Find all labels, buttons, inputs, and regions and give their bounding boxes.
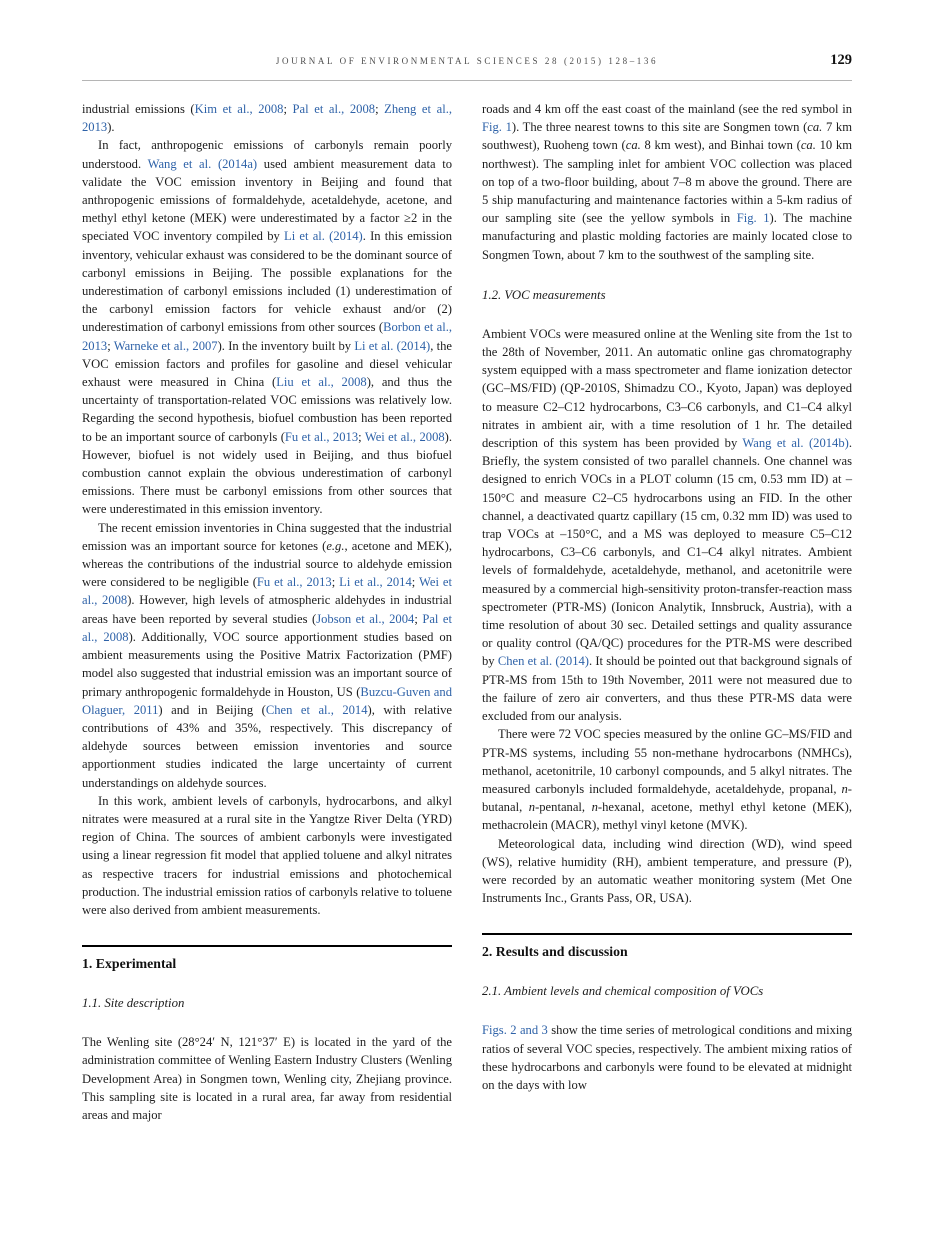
paragraph [482, 325, 852, 725]
italic-text: n [841, 781, 848, 796]
text-run: . Briefly, the system consisted of two parallel channels. One channel was designed to enrich VOCs in a PLOT column (15 cm, 0.53 mm ID) at –150°C and measure C2–C5 hydrocarbons using an FID. In the other channel, a deactivated quartz capillary (15 cm, 0.32 mm ID) was used to trap VOCs at –150°C, and a MS was deployed to measure C5–C12 hydrocarbons, C3–C6 carbonyls, and C1–C4 alkyl nitrates. Ambient levels of formaldehyde, acetaldehyde, methanol, and acetonitrile were measured by a commercial high-sensitivity proton-transfer-reaction mass spectrometer (PTR-MS) (Ionicon Analytik, Innsbruck, Austria), with a time resolution of about 30 sec. Detailed settings and quality assurance or quality control (QA/QC) procedures for the PTR-MS were described by [482, 436, 852, 669]
paragraph [82, 136, 452, 518]
citation-link[interactable]: Li et al., 2014 [339, 575, 412, 590]
text-run: industrial emissions ( [82, 102, 195, 116]
citation-link[interactable]: Liu et al., 2008 [276, 375, 367, 390]
journal-header-line: JOURNAL OF ENVIRONMENTAL SCIENCES 28 (2015) 128–136 [275, 56, 659, 66]
citation-link[interactable]: Li et al. (2014) [284, 229, 363, 244]
citation-link[interactable]: Wang et al. (2014a) [147, 156, 258, 171]
article-body [82, 100, 852, 1124]
citation-link[interactable]: Borbon et al., 2013 [82, 320, 452, 353]
text-run: ). [107, 120, 115, 135]
text-run: roads and 4 km off the east coast of the mainland (see the red symbol in [482, 102, 852, 116]
text-run: -pentanal, [535, 800, 592, 815]
citation-link[interactable]: Kim et al., 2008 [194, 102, 284, 116]
text-run: ). However, biofuel is not widely used in Beijing, and thus biofuel combustion cannot explain the obvious underestimation of carbonyl emissions. There must be carbonyl emissions from other sources that were underestimated in this emission inventory. [82, 429, 453, 517]
paragraph [82, 792, 452, 919]
italic-text: ca. [625, 138, 641, 153]
paragraph [482, 100, 852, 264]
citation-link[interactable]: Chen et al. (2014) [497, 654, 589, 669]
text-run: Meteorological data, including wind direction (WD), wind speed (WS), relative humidity (RH), ambient temperature, and pressure (P), were recorded by an automatic weather monitoring system (Met One Instruments Inc., Grants Pass, OR, USA). [482, 836, 852, 906]
text-run: ; [414, 611, 423, 626]
section-heading: 1. Experimental [82, 945, 452, 972]
paragraph [82, 519, 452, 792]
text-run: ), with relative contributions of 43% and 35%, respectively. This discrepancy of aldehyde sources between emission inventories and source apportionment studies indicated the large uncertainty of current understandings on aldehyde sources. [82, 702, 452, 790]
text-run: ). The machine manufacturing and plastic molding factories are mainly located close to Songmen Town, about 7 km to the southwest of the sampling site. [482, 211, 852, 262]
citation-link[interactable]: Fig. 1 [482, 120, 512, 135]
citation-link[interactable]: Li et al. (2014) [354, 338, 431, 353]
text-run: ). The three nearest towns to this site are Songmen town ( [511, 120, 808, 135]
italic-text: ca. [800, 138, 816, 153]
text-run: 7 km southwest), Ruoheng town ( [482, 120, 853, 153]
italic-text: n [528, 800, 536, 815]
text-run: 10 km northwest). The sampling inlet for ambient VOC collection was placed on top of a two-floor building, about 7–8 m above the ground. There are 5 ship manufacturing and maintenance factories within a 5-km radius of our sampling site (see the yellow symbols in [482, 138, 852, 226]
text-run: 8 km west), and Binhai town ( [640, 138, 801, 153]
italic-text: n [591, 800, 598, 815]
paragraph [482, 1021, 852, 1094]
text-run: ; [375, 102, 385, 116]
header-rule [82, 80, 852, 81]
citation-link[interactable]: Buzcu-Guven and Olaguer, 2011 [82, 684, 452, 717]
paragraph [82, 1033, 452, 1124]
paragraph [82, 100, 452, 136]
citation-link[interactable]: Wei et al., 2008 [82, 575, 452, 608]
citation-link[interactable]: Jobson et al., 2004 [316, 611, 415, 626]
text-run: Ambient VOCs were measured online at the Wenling site from the 1st to the 28th of November, 2011. An automatic online gas chromatography system equipped with a mass spectrometer and flame ionization detector (GC–MS/FID) (QP-2010S, Shimadzu CO., Kyoto, Japan) was deployed to measure C2–C12 hydrocarbons, C3–C6 carbonyls, and C1–C4 alkyl nitrates in ambient air, with a time resolution of 1 hr. The detailed description of this system has been provided by [482, 326, 852, 451]
text-run: ; [331, 575, 340, 590]
subsection-heading: 2.1. Ambient levels and chemical composition of VOCs [482, 984, 764, 999]
text-run: ). However, high levels of atmospheric aldehydes in industrial areas have been reported by several studies ( [82, 593, 452, 626]
text-run: ). In the inventory built by [217, 338, 355, 353]
text-run: ). Additionally, VOC source apportionment studies based on ambient measurements using the Positive Matrix Factorization (PMF) model also suggested that industrial emission was an important source of primary anthropogenic formaldehyde in Houston, US ( [82, 629, 452, 699]
text-run: ; [107, 338, 114, 353]
left-column [82, 100, 452, 1124]
paragraph [482, 835, 852, 908]
right-column [482, 100, 852, 1124]
page-number: 129 [830, 52, 852, 68]
italic-text: e.g. [326, 538, 345, 553]
subsection-heading: 1.1. Site description [82, 996, 185, 1011]
text-run: -butanal, [482, 781, 852, 815]
page-header [82, 52, 852, 70]
citation-link[interactable]: Figs. 2 and 3 [482, 1023, 548, 1038]
citation-link[interactable]: Fu et al., 2013 [256, 575, 332, 590]
citation-link[interactable]: Chen et al., 2014 [265, 702, 368, 717]
text-run: In this work, ambient levels of carbonyls, hydrocarbons, and alkyl nitrates were measured at a rural site in the Yangtze River Delta (YRD) region of China. The sources of ambient carbonyls were investigated using a linear regression fit model that applied toluene and alkyl nitrates as respective tracers for industrial emissions and photochemical production. The industrial emission ratios of carbonyls relative to toluene were also derived from ambient measurements. [82, 793, 452, 917]
italic-text: ca. [807, 120, 823, 135]
citation-link[interactable]: Pal et al., 2008 [82, 611, 452, 644]
text-run: There were 72 VOC species measured by the online GC–MS/FID and PTR-MS systems, including 55 non-methane hydrocarbons (NMHCs), methanol, acetonitrile, 10 carbonyl compounds, and 5 alkyl nitrates. The measured carbonyls included formaldehyde, acetaldehyde, propanal, [482, 727, 852, 796]
citation-link[interactable]: Wei et al., 2008 [364, 429, 445, 444]
subsection-heading: 1.2. VOC measurements [482, 287, 606, 302]
text-run: ) and in Beijing ( [158, 702, 266, 717]
text-run: , the VOC emission factors and profiles for gasoline and diesel vehicular exhaust were measured in China ( [82, 338, 452, 390]
text-run: The recent emission inventories in China suggested that the industrial emission was an important source for ketones ( [82, 520, 452, 553]
citation-link[interactable]: Wang et al. (2014b) [742, 436, 849, 451]
section-heading: 2. Results and discussion [482, 933, 852, 960]
text-run: , acetone and MEK), whereas the contributions of the industrial source to aldehyde emission were considered to be negligible ( [82, 538, 452, 590]
citation-link[interactable]: Zheng et al., 2013 [82, 102, 452, 135]
paragraph [482, 725, 852, 834]
text-run: In fact, anthropogenic emissions of carbonyls remain poorly understood. [82, 138, 452, 171]
text-run: -hexanal, acetone, methyl ethyl ketone (MEK), methacrolein (MACR), methyl vinyl ketone (MVK). [482, 800, 852, 833]
text-run: ; [411, 575, 419, 590]
text-run: ; [283, 102, 293, 116]
text-run: show the time series of metrological conditions and mixing ratios of several VOC species, respectively. The ambient mixing ratios of these hydrocarbons and carbonyls were found to be elevated at midnight on the days with low [482, 1023, 852, 1092]
citation-link[interactable]: Pal et al., 2008 [292, 102, 376, 116]
citation-link[interactable]: Warneke et al., 2007 [113, 338, 218, 353]
text-run: The Wenling site (28°24′ N, 121°37′ E) is located in the yard of the administration committee of Wenling Eastern Industry Clusters (Wenling Development Area) in Songmen town, Wenling city, Zhejiang province. This sampling site is located in a rural area, far away from residential areas and major [82, 1035, 452, 1122]
citation-link[interactable]: Fu et al., 2013 [284, 429, 359, 444]
text-run: . In this emission inventory, vehicular exhaust was considered to be the dominant source of carbonyl emissions in Beijing. The possible explanations for the underestimation of carbonyl emissions included (1) underestimation of the carbonyl emission factors for vehicle exhaust and/or (2) underestimation of carbonyl emissions from other sources ( [82, 229, 452, 335]
text-run: ; [358, 429, 365, 444]
text-run: used ambient measurement data to validate the VOC emission inventory in Beijing and found that anthropogenic emissions of formaldehyde, acetaldehyde, acetone, and methyl ethyl ketone (MEK) were underestimated by a factor ≥2 in the speciated VOC inventory compiled by [82, 156, 452, 244]
text-run: . It should be pointed out that background signals of PTR-MS from 15th to 19th November, 2011 were not measured due to the failure of zero air converters, and thus these PTR-MS data were excluded from our analysis. [482, 654, 852, 724]
text-run: ), and thus the uncertainty of transportation-related VOC emissions was relatively low. Regarding the second hypothesis, biofuel combustion has been reported to be an important source of carbonyls ( [82, 375, 452, 444]
citation-link[interactable]: Fig. 1 [736, 211, 770, 226]
